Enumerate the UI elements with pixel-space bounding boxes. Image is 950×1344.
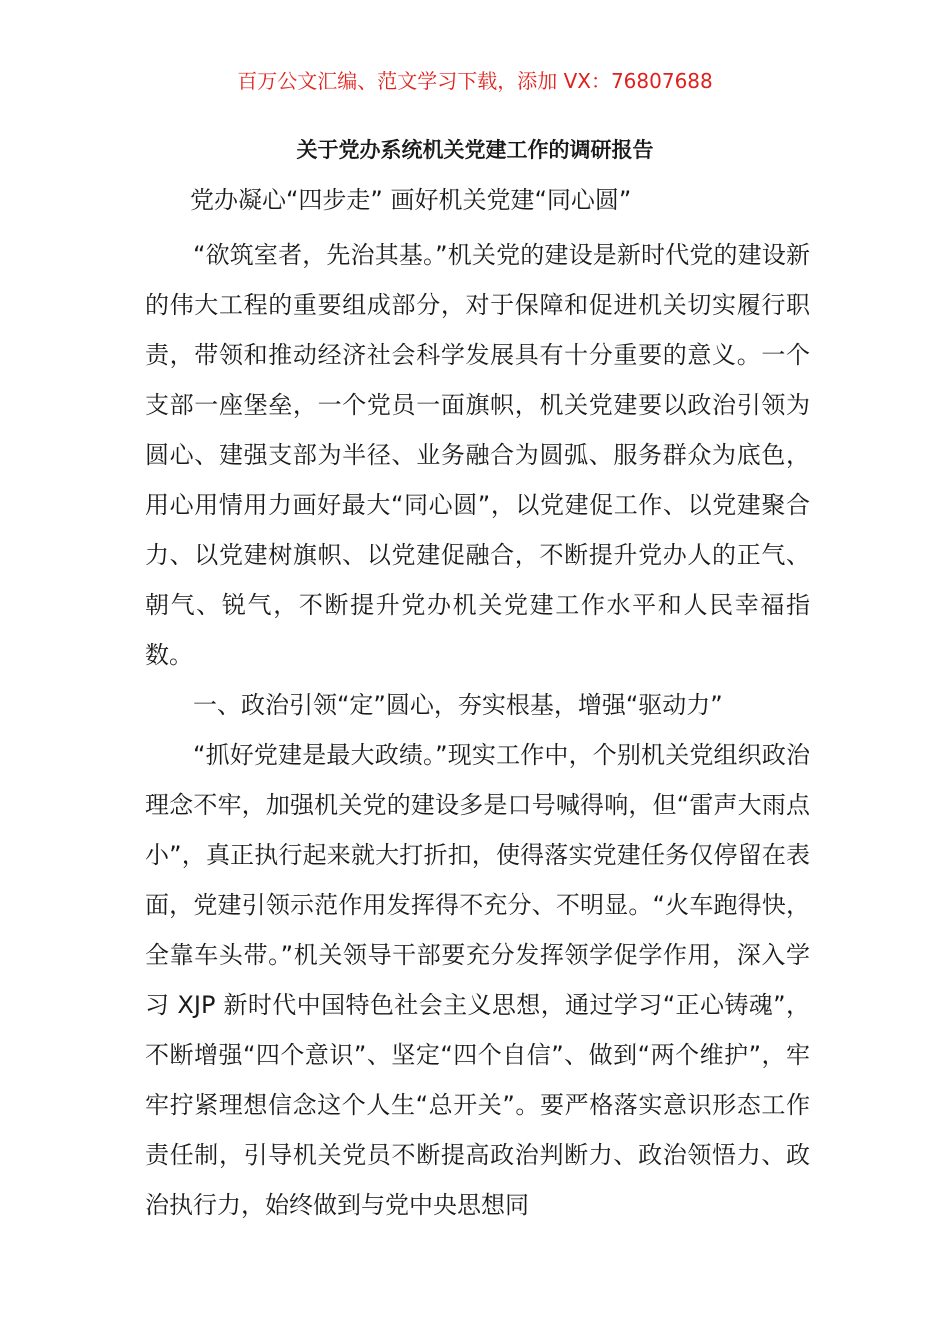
intro-paragraph: “欲筑室者，先治其基。”机关党的建设是新时代党的建设新的伟大工程的重要组成部分，对于保障和促进机关切实履行职责，带领和推动经济社会科学发展具有十分重要的意义。一个支部一座堡垒，一个党员一面旗帜，机关党建要以政治引领为圆心、建强支部为半径、业务融合为圆弧、服务群众为底色，用心用情用力画好最大“同心圆”，以党建促工作、以党建聚合力、以党建树旗帜、以党建促融合，不断提升党办人的正气、朝气、锐气，不断提升党办机关党建工作水平和人民幸福指数。 [145, 241, 810, 669]
document-subtitle: 党办凝心“四步走” 画好机关党建“同心圆” [190, 186, 632, 214]
section-heading: 一、政治引领“定”圆心，夯实根基，增强“驱动力” [193, 691, 723, 719]
section-paragraph: “抓好党建是最大政绩。”现实工作中，个别机关党组织政治理念不牢，加强机关党的建设多是口号喊得响，但“雷声大雨点小”，真正执行起来就大打折扣，使得落实党建任务仅停留在表面，党建引领示范作用发挥得不充分、不明显。“火车跑得快，全靠车头带。”机关领导干部要充分发挥领学促学作用，深入学习 XJP 新时代中国特色社会主义思想，通过学习“正心铸魂”，不断增强“四个意识”、坚定“四个自信”、做到“两个维护”，牢牢拧紧理想信念这个人生“总开关”。要严格落实意识形态工作责任制，引导机关党员不断提高政治判断力、政治领悟力、政治执行力，始终做到与党中央思想同 [145, 741, 810, 1219]
document-title: 关于党办系统机关党建工作的调研报告 [296, 138, 654, 162]
watermark-banner: 百万公文汇编、范文学习下载，添加 VX：76807688 [237, 69, 713, 93]
document-body [145, 230, 810, 1230]
